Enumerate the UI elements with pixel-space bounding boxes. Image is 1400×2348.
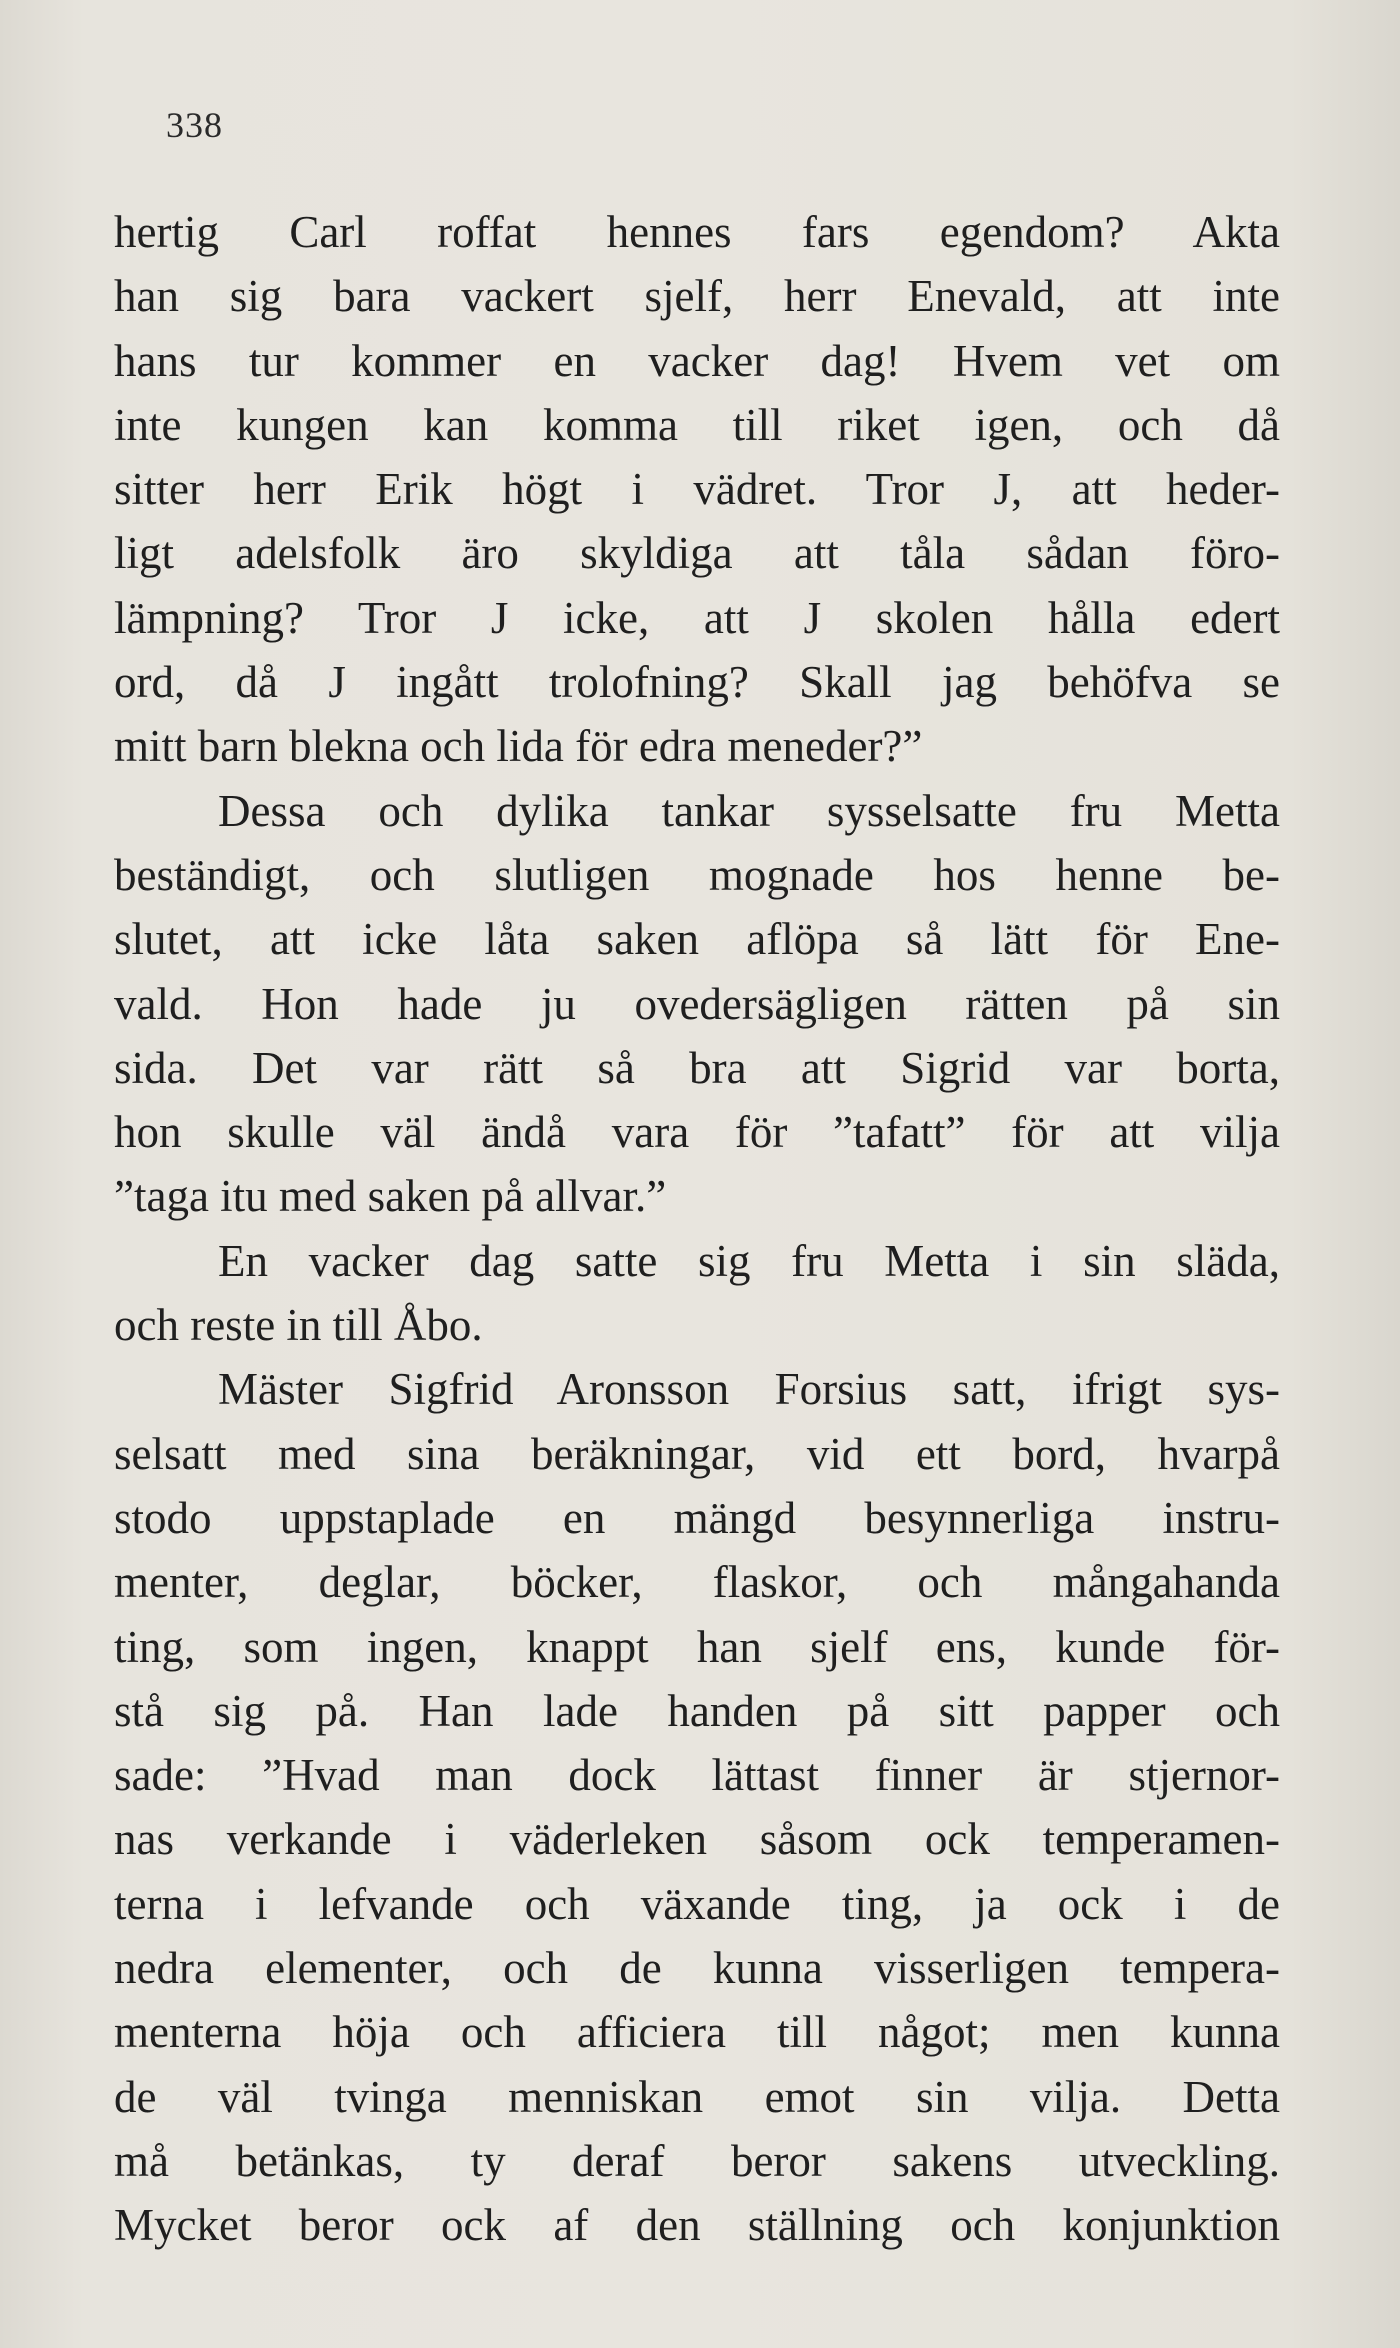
text-line: terna i lefvande och växande ting, ja ock i de (114, 1878, 1280, 1929)
text-line: nas verkande i väderleken såsom ock temperamen- (114, 1814, 1280, 1865)
text-line: ligt adelsfolk äro skyldiga att tåla sådan föro- (114, 528, 1280, 579)
text-line: hertig Carl roffat hennes fars egendom? Akta (114, 207, 1280, 257)
text-line: ting, som ingen, knappt han sjelf ens, kunde för- (114, 1621, 1280, 1672)
text-line: inte kungen kan komma till riket igen, och då (114, 399, 1280, 450)
text-line: Mycket beror ock af den ställning och konjunktion (114, 2200, 1280, 2251)
page-number: 338 (166, 105, 223, 145)
text-line: sida. Det var rätt så bra att Sigrid var borta, (114, 1042, 1280, 1093)
text-line: Dessa och dylika tankar sysselsatte fru Metta (218, 785, 1280, 836)
text-line: sade: ”Hvad man dock lättast finner är stjernor- (114, 1750, 1280, 1801)
text-line: sitter herr Erik högt i vädret. Tror J, att heder- (114, 464, 1280, 515)
text-line: selsatt med sina beräkningar, vid ett bord, hvarpå (114, 1428, 1280, 1479)
text-line: ”taga itu med saken på allvar.” (114, 1171, 667, 1222)
text-line: hon skulle väl ändå vara för ”tafatt” för att vilja (114, 1107, 1280, 1158)
body-text (114, 200, 1280, 2258)
text-line: menterna höja och afficiera till något; men kunna (114, 2007, 1280, 2058)
text-line: hans tur kommer en vacker dag! Hvem vet om (114, 335, 1280, 386)
text-line: må betänkas, ty deraf beror sakens utveckling. (114, 2135, 1280, 2186)
text-line: och reste in till Åbo. (114, 1300, 483, 1351)
text-line: lämpning? Tror J icke, att J skolen hålla edert (114, 592, 1280, 643)
text-line: Mäster Sigfrid Aronsson Forsius satt, ifrigt sys- (218, 1364, 1280, 1415)
text-line: han sig bara vackert sjelf, herr Enevald, att inte (114, 271, 1280, 322)
text-line: slutet, att icke låta saken aflöpa så lätt för Ene- (114, 914, 1280, 965)
text-line: stodo uppstaplade en mängd besynnerliga instru- (114, 1492, 1280, 1543)
text-line: menter, deglar, böcker, flaskor, och mångahanda (114, 1557, 1280, 1608)
text-line: mitt barn blekna och lida för edra meneder?” (114, 721, 923, 772)
text-line: vald. Hon hade ju ovedersägligen rätten på sin (114, 978, 1280, 1029)
text-line: nedra elementer, och de kunna visserligen tempera- (114, 1943, 1280, 1994)
text-line: En vacker dag satte sig fru Metta i sin släda, (218, 1235, 1280, 1286)
text-line: beständigt, och slutligen mognade hos henne be- (114, 849, 1280, 900)
text-line: ord, då J ingått trolofning? Skall jag behöfva se (114, 657, 1280, 708)
text-line: stå sig på. Han lade handen på sitt papper och (114, 1685, 1280, 1736)
text-line: de väl tvinga menniskan emot sin vilja. Detta (114, 2071, 1280, 2122)
